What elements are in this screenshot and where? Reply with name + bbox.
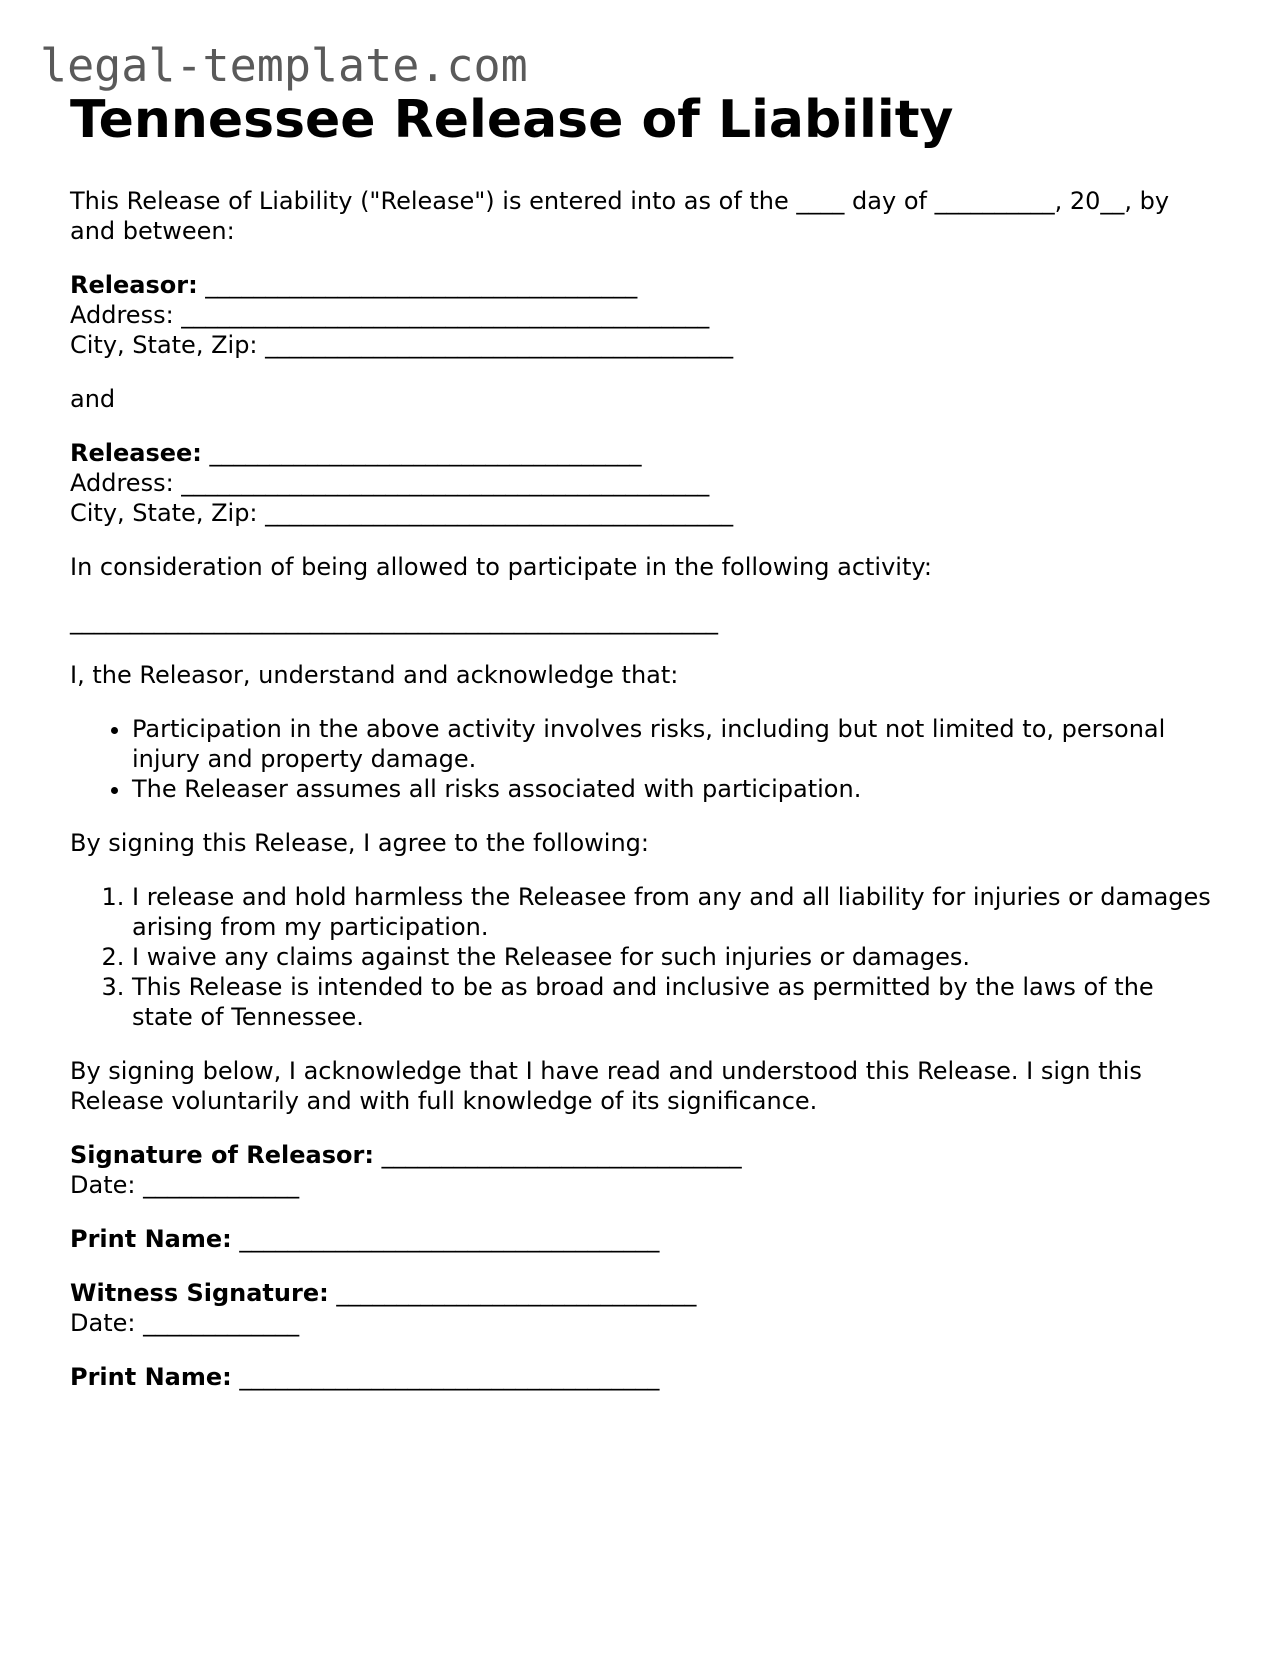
watermark: legal-template.com — [40, 39, 528, 92]
releasee-city-line: City, State, Zip: _______________________________________ — [70, 499, 734, 527]
agreement-item: 2. I waive any claims against the Releasee for such injuries or damages. — [132, 942, 1220, 972]
witness-print-blank: ___________________________________ — [231, 1363, 660, 1391]
releasee-label: Releasee: — [70, 439, 202, 467]
releasor-label: Releasor: — [70, 271, 198, 299]
activity-blank: ______________________________________________________ — [70, 607, 718, 635]
witness-signature-label: Witness Signature: — [70, 1279, 329, 1307]
witness-signature-line — [70, 1278, 1220, 1308]
releasor-date-line: Date: _____________ — [70, 1171, 300, 1199]
releasee-name-blank: ____________________________________ — [201, 439, 642, 467]
releasor-name-blank: ____________________________________ — [197, 271, 638, 299]
releasor-print-label: Print Name: — [70, 1225, 232, 1253]
acknowledgement-item: • The Releaser assumes all risks associated with participation. — [132, 774, 1220, 804]
releasor-signature-label: Signature of Releasor: — [70, 1141, 374, 1169]
releasor-print-line — [70, 1224, 1220, 1254]
releasor-city-line: City, State, Zip: _______________________________________ — [70, 331, 734, 359]
releasor-print-blank: ___________________________________ — [231, 1225, 660, 1253]
witness-print-label: Print Name: — [70, 1363, 232, 1391]
witness-date-line: Date: _____________ — [70, 1309, 300, 1337]
releasor-signature-line — [70, 1140, 1220, 1170]
closing-paragraph: By signing below, I acknowledge that I have read and understood this Release. I sign this Release voluntarily and with full knowledge of its significance. — [70, 1057, 1142, 1115]
and-text: and — [70, 385, 116, 413]
document-title: Tennessee Release of Liability — [70, 90, 954, 150]
releasor-address-line: Address: ____________________________________________ — [70, 301, 710, 329]
agreement-item: 1. I release and hold harmless the Releasee from any and all liability for injuries or damages arising from my participation. — [132, 882, 1220, 942]
agreement-item: 3. This Release is intended to be as broad and inclusive as permitted by the laws of the state of Tennessee. — [132, 972, 1220, 1032]
releasor-print-block — [70, 1224, 1220, 1254]
agreement-list — [70, 882, 1220, 1032]
releasor-signature-blank: ______________________________ — [373, 1141, 742, 1169]
releasee-block — [70, 438, 1220, 528]
releasor-block — [70, 270, 1220, 360]
intro-paragraph: This Release of Liability ("Release") is entered into as of the ____ day of __________, 20__, by and between: — [70, 187, 1170, 245]
witness-print-line — [70, 1362, 1220, 1392]
releasor-name-line — [70, 270, 1220, 300]
releasee-address-line: Address: ____________________________________________ — [70, 469, 710, 497]
witness-signature-block — [70, 1278, 1220, 1338]
witness-signature-blank: ______________________________ — [328, 1279, 697, 1307]
witness-print-block — [70, 1362, 1220, 1392]
document-body — [70, 86, 1220, 1392]
acknowledgement-list — [70, 714, 1220, 804]
releasor-signature-block — [70, 1140, 1220, 1200]
agree-intro: By signing this Release, I agree to the following: — [70, 829, 649, 857]
releasee-name-line — [70, 438, 1220, 468]
consideration-paragraph: In consideration of being allowed to participate in the following activity: — [70, 553, 932, 581]
acknowledgement-item: • Participation in the above activity involves risks, including but not limited to, personal injury and property damage. — [132, 714, 1220, 774]
acknowledge-intro: I, the Releasor, understand and acknowledge that: — [70, 661, 679, 689]
